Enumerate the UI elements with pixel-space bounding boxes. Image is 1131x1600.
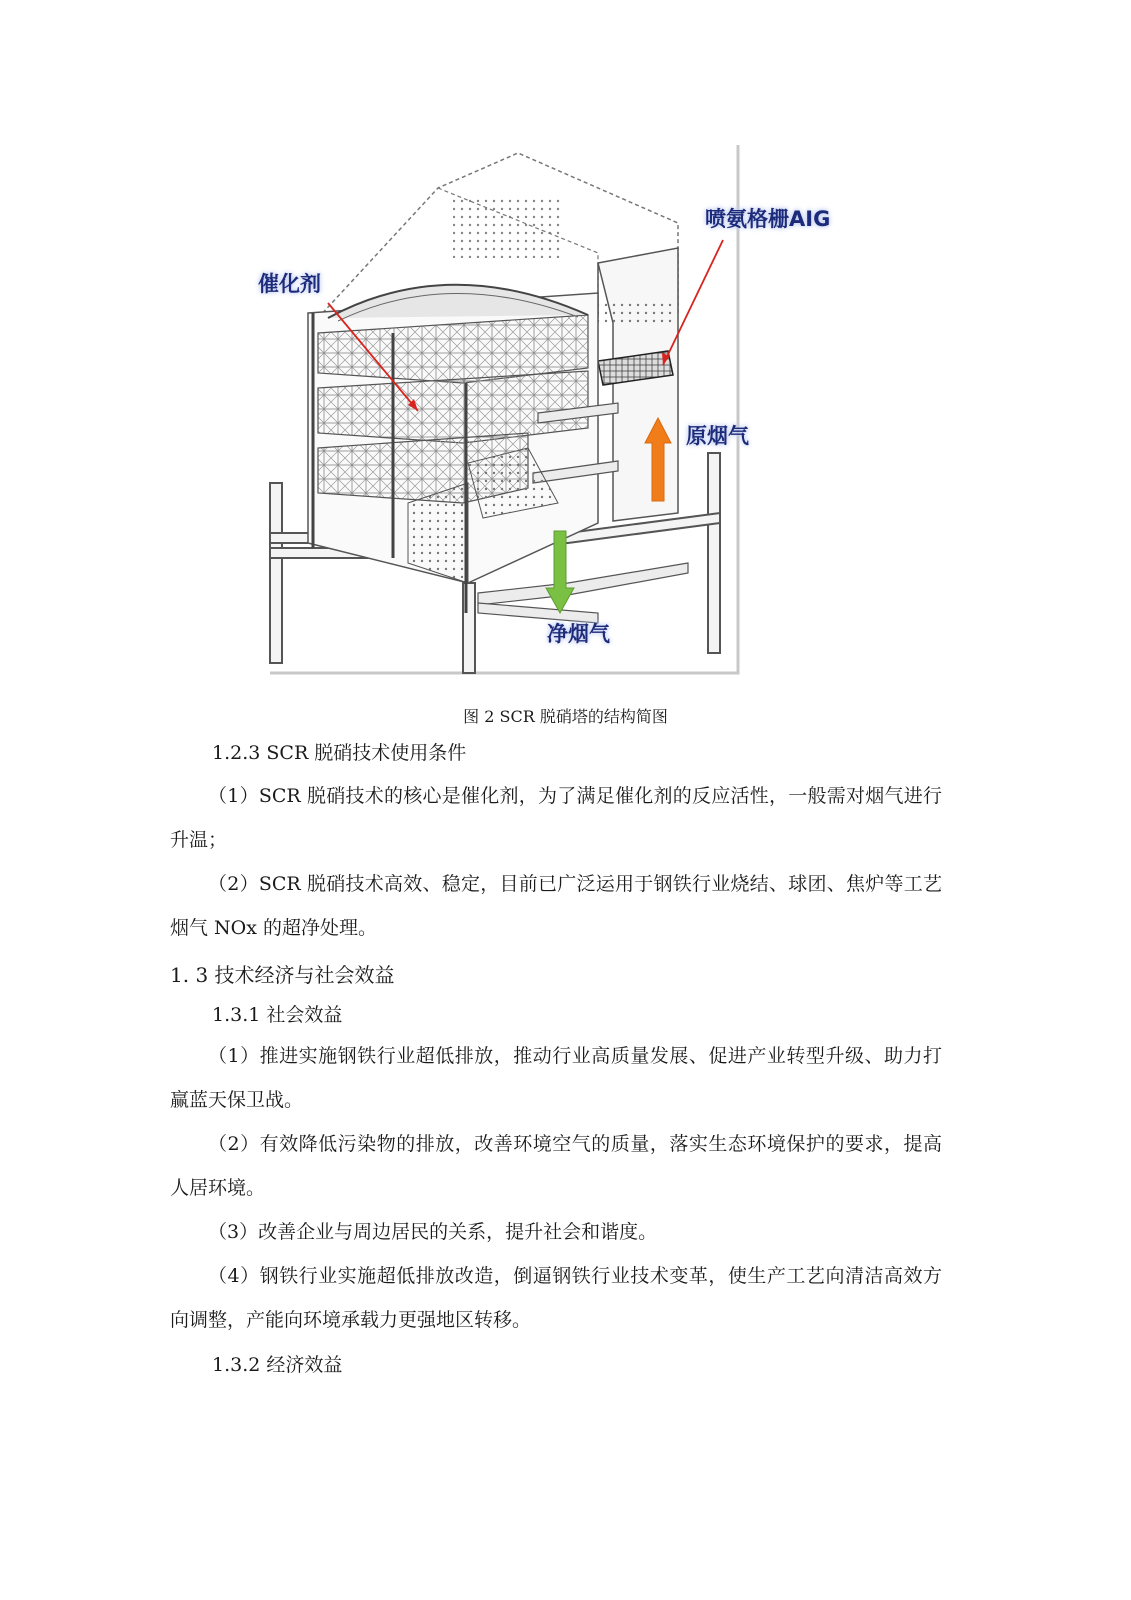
- list-item: （3）改善企业与周边居民的关系，提升社会和谐度。: [208, 1221, 658, 1243]
- clean-gas-label: 净烟气: [547, 622, 610, 646]
- catalyst-label: 催化剂: [258, 272, 321, 296]
- figure-caption: 图 2 SCR 脱硝塔的结构简图: [463, 707, 668, 726]
- raw-gas-label: 原烟气: [686, 424, 749, 448]
- section-1-3-1-title: 1.3.1 社会效益: [212, 1004, 343, 1026]
- list-item: （2）有效降低污染物的排放，改善环境空气的质量，落实生态环境保护的要求，提高人居环境。: [170, 1133, 942, 1199]
- list-item: （1）推进实施钢铁行业超低排放，推动行业高质量发展、促进产业转型升级、助力打赢蓝天保卫战。: [170, 1045, 942, 1111]
- aig-label: 喷氨格栅AIG: [705, 207, 831, 231]
- scr-tower-figure: [258, 143, 831, 683]
- section-1-3-1-body: [170, 1034, 942, 1342]
- list-item: （2）SCR 脱硝技术高效、稳定，目前已广泛运用于钢铁行业烧结、球团、焦炉等工艺烟气 NOx 的超净处理。: [170, 873, 942, 939]
- section-1-2-3-title: 1.2.3 SCR 脱硝技术使用条件: [212, 742, 467, 764]
- scr-tower-drawing: [268, 143, 744, 683]
- section-1-3-title: 1. 3 技术经济与社会效益: [170, 963, 395, 987]
- section-1-2-3-body: [170, 774, 942, 950]
- section-1-3-2-title: 1.3.2 经济效益: [212, 1354, 343, 1376]
- list-item: （1）SCR 脱硝技术的核心是催化剂，为了满足催化剂的反应活性，一般需对烟气进行升温；: [170, 785, 942, 851]
- list-item: （4）钢铁行业实施超低排放改造，倒逼钢铁行业技术变革，使生产工艺向清洁高效方向调整，产能向环境承载力更强地区转移。: [170, 1265, 942, 1331]
